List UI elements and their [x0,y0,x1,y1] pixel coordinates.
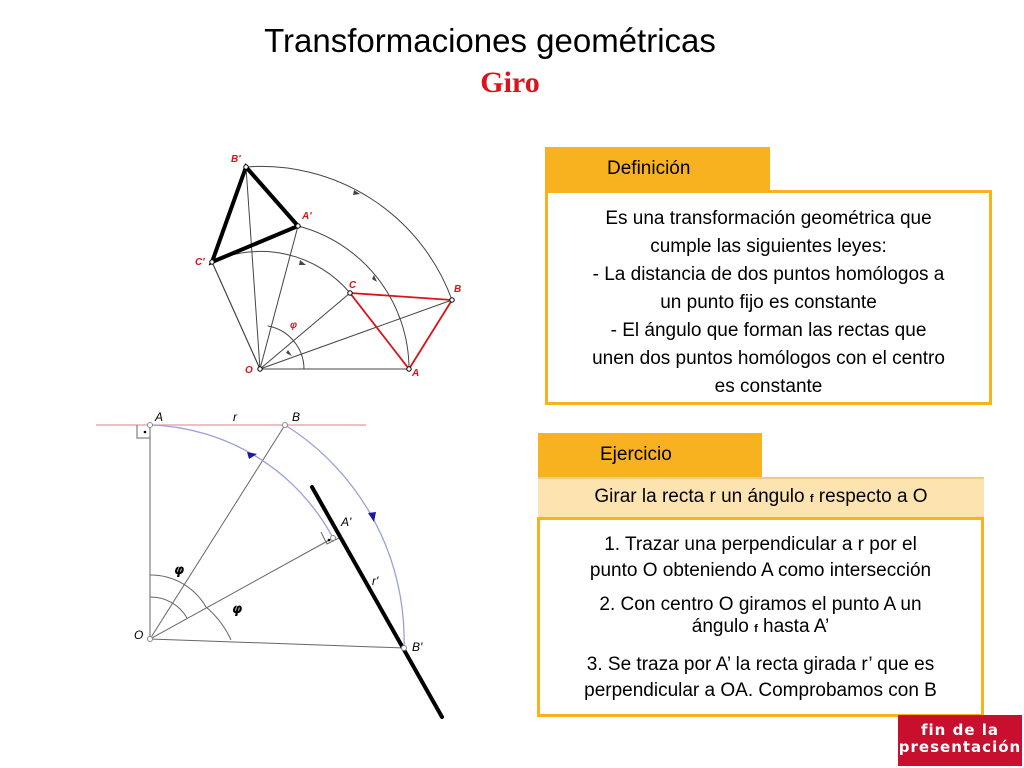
step-line: 3. Se traza por A’ la recta girada r’ que es [586,654,935,675]
label-B: B [454,284,462,295]
definition-tab-label: Definición [607,157,691,179]
segment-OA-prime [150,538,333,639]
page-title: Transformaciones geométricas [264,22,716,59]
segment-OB-prime [150,639,404,648]
label-B-prime: B' [231,154,241,165]
label-O: O [245,365,253,376]
arc-A-to-A-prime [150,425,333,538]
label-B: B [292,410,301,424]
page-subtitle: Giro [480,66,540,99]
ray-OB-prime [246,167,260,369]
ray-OA-prime [260,226,298,369]
exercise-task-text-end: respecto a O [813,486,928,507]
arrow-icon [299,260,306,265]
label-A: A [412,368,420,379]
label-r-prime: r' [372,574,379,588]
ray-OC [260,293,350,369]
definition-line: - La distancia de dos puntos homólogos a [592,264,945,285]
label-phi-1: φ [174,563,185,578]
label-C-prime: C' [195,257,205,268]
angle-arc-3 [150,597,187,618]
angle-symbol: f [809,493,814,505]
end-of-presentation-logo[interactable] [898,715,1022,766]
line-r-prime [312,487,442,717]
step-line: 2. Con centro O giramos el punto A un [599,594,922,615]
step-line: 1. Trazar una perpendicular a r por el [604,534,917,555]
definition-line: Es una transformación geométrica que [605,208,932,229]
exercise-task-text: Girar la recta r un ángulo [594,486,810,507]
step-text: ángulo [691,616,755,637]
exercise-tab-label: Ejercicio [600,444,672,465]
definition-line: unen dos puntos homólogos con el centro [592,348,945,369]
ray-OB [260,300,452,369]
step-line: punto O obteniendo A como intersección [589,560,932,581]
label-B-prime: B' [412,640,423,654]
label-A-prime: A' [341,515,352,529]
definition-line: es constante [714,376,823,397]
label-phi-2: φ [232,602,243,617]
logo-line: fin de la [921,721,999,739]
step-text-end: hasta A’ [757,616,830,637]
arrow-icon [286,350,292,356]
triangle-rotated [212,167,298,262]
definition-line: cumple las siguientes leyes: [650,236,887,257]
figure-rotation-triangle [195,154,461,379]
label-r: r [233,410,237,424]
angle-symbol: f [754,623,758,635]
figure-rotation-line [96,410,442,717]
step-line: perpendicular a OA. Comprobamos con B [584,680,937,701]
arc-C [212,251,350,293]
edge [212,262,260,369]
definition-line: - El ángulo que forman las rectas que [610,320,927,341]
angle-arc-1 [150,575,206,607]
arrow-icon [353,190,360,195]
label-C: C [349,280,357,291]
logo-line: presentación [898,738,1022,756]
angle-arc-2 [206,607,231,640]
segment-OB [150,425,285,639]
definition-line: un punto fijo es constante [660,292,877,313]
label-phi: φ [290,320,298,331]
label-A: A [155,410,164,424]
label-O: O [134,628,144,642]
label-A-prime: A' [302,211,312,222]
